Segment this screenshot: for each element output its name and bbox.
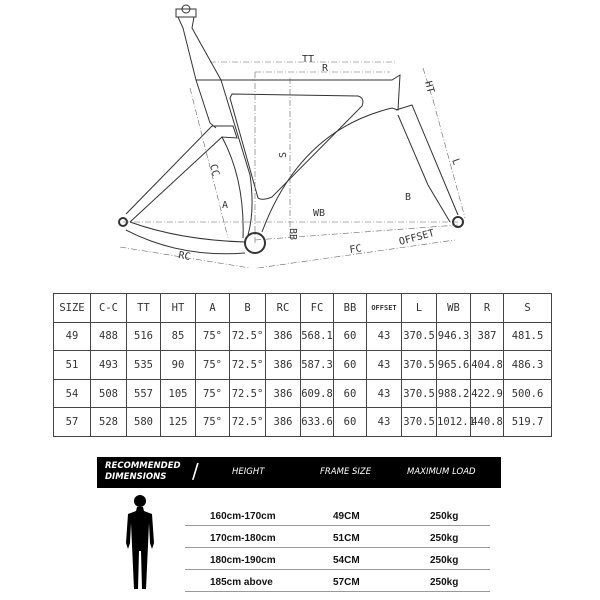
- table-cell: 486.3: [504, 351, 552, 380]
- seatpost-clamp: [176, 5, 221, 80]
- table-header-cell: S: [504, 294, 552, 323]
- recommended-frame: 57CM: [333, 577, 360, 588]
- label-tt: TT: [302, 54, 315, 65]
- table-cell: 43: [367, 351, 402, 380]
- label-a: A: [222, 200, 229, 211]
- recommended-height: 180cm-190cm: [210, 555, 276, 566]
- label-s: S: [278, 151, 289, 158]
- header-frame-size: FRAME SIZE: [320, 467, 372, 477]
- recommended-frame: 49CM: [333, 511, 360, 522]
- table-cell: 440.8: [471, 408, 504, 437]
- table-cell: 587.3: [301, 351, 334, 380]
- label-fc: FC: [348, 243, 363, 256]
- banner-title-line1: RECOMMENDED: [105, 461, 181, 471]
- table-cell: 60: [334, 379, 367, 408]
- person-silhouette-icon: [120, 493, 160, 593]
- table-cell: 1012.1: [437, 408, 471, 437]
- table-cell: 387: [471, 322, 504, 351]
- label-offset: OFFSET: [397, 227, 436, 248]
- table-cell: 72.5°: [230, 408, 266, 437]
- frame-cutout: [230, 94, 363, 199]
- label-cc: CC: [207, 162, 221, 178]
- label-l: L: [449, 157, 462, 167]
- geometry-table: [53, 293, 552, 437]
- table-cell: 370.5: [402, 379, 437, 408]
- table-cell: 568.1: [301, 322, 334, 351]
- recommended-row: [185, 547, 490, 570]
- table-cell: 75°: [196, 408, 230, 437]
- table-cell: 60: [334, 322, 367, 351]
- recommended-row: [185, 525, 490, 548]
- table-header-cell: L: [402, 294, 437, 323]
- table-row: [54, 379, 552, 408]
- table-header-cell: A: [196, 294, 230, 323]
- table-header-row: [54, 294, 552, 323]
- recommended-row: [185, 503, 490, 526]
- table-cell: 125: [161, 408, 196, 437]
- label-r: R: [322, 63, 329, 74]
- table-header-cell: C-C: [91, 294, 127, 323]
- header-maximum-load: MAXIMUM LOAD: [407, 467, 476, 477]
- table-row: [54, 351, 552, 380]
- table-cell: 493: [91, 351, 127, 380]
- table-cell: 386: [266, 322, 301, 351]
- table-cell: 386: [266, 379, 301, 408]
- table-cell: 57: [54, 408, 91, 437]
- recommended-frame: 54CM: [333, 555, 360, 566]
- table-header-cell: OFFSET: [367, 294, 402, 323]
- table-cell: 75°: [196, 322, 230, 351]
- table-header-cell: B: [230, 294, 266, 323]
- table-cell: 51: [54, 351, 91, 380]
- table-cell: 75°: [196, 379, 230, 408]
- table-cell: 370.5: [402, 351, 437, 380]
- table-cell: 105: [161, 379, 196, 408]
- table-cell: 557: [127, 379, 161, 408]
- label-b: B: [405, 192, 412, 203]
- table-cell: 519.7: [504, 408, 552, 437]
- table-cell: 90: [161, 351, 196, 380]
- table-cell: 965.6: [437, 351, 471, 380]
- table-row: [54, 322, 552, 351]
- table-cell: 481.5: [504, 322, 552, 351]
- table-cell: 404.8: [471, 351, 504, 380]
- table-cell: 43: [367, 379, 402, 408]
- banner-slash: /: [192, 459, 199, 483]
- table-cell: 946.3: [437, 322, 471, 351]
- table-cell: 60: [334, 351, 367, 380]
- recommended-row: [185, 569, 490, 592]
- recommended-height: 160cm-170cm: [210, 511, 276, 522]
- table-header-cell: BB: [334, 294, 367, 323]
- fork: [396, 105, 458, 222]
- table-cell: 535: [127, 351, 161, 380]
- table-cell: 49: [54, 322, 91, 351]
- label-bb: BB: [287, 228, 298, 241]
- table-cell: 386: [266, 351, 301, 380]
- table-cell: 75°: [196, 351, 230, 380]
- table-header-cell: R: [471, 294, 504, 323]
- recommended-height: 185cm above: [210, 577, 273, 588]
- table-cell: 528: [91, 408, 127, 437]
- table-cell: 422.9: [471, 379, 504, 408]
- table-cell: 386: [266, 408, 301, 437]
- recommended-load: 250kg: [430, 555, 459, 566]
- banner-title-line2: DIMENSIONS: [105, 472, 167, 482]
- seat-stays: [126, 126, 243, 238]
- bike-frame-diagram: [0, 0, 600, 285]
- table-header-cell: SIZE: [54, 294, 91, 323]
- table-cell: 72.5°: [230, 379, 266, 408]
- recommended-load: 250kg: [430, 533, 459, 544]
- table-header-cell: HT: [161, 294, 196, 323]
- label-ht: HT: [422, 79, 436, 95]
- table-cell: 508: [91, 379, 127, 408]
- recommended-frame: 51CM: [333, 533, 360, 544]
- table-cell: 72.5°: [230, 351, 266, 380]
- header-height: HEIGHT: [232, 467, 265, 477]
- table-cell: 60: [334, 408, 367, 437]
- table-cell: 580: [127, 408, 161, 437]
- chainstay: [126, 222, 245, 254]
- table-cell: 370.5: [402, 408, 437, 437]
- table-header-cell: WB: [437, 294, 471, 323]
- recommended-dimensions-banner: [97, 457, 501, 488]
- banner-title: [105, 461, 181, 483]
- recommended-load: 250kg: [430, 577, 459, 588]
- table-cell: 488: [91, 322, 127, 351]
- table-cell: 516: [127, 322, 161, 351]
- table-cell: 72.5°: [230, 322, 266, 351]
- table-cell: 43: [367, 408, 402, 437]
- table-cell: 500.6: [504, 379, 552, 408]
- table-header-cell: RC: [266, 294, 301, 323]
- table-header-cell: FC: [301, 294, 334, 323]
- table-cell: 988.2: [437, 379, 471, 408]
- table-cell: 43: [367, 322, 402, 351]
- table-row: [54, 408, 552, 437]
- table-cell: 633.6: [301, 408, 334, 437]
- recommended-height: 170cm-180cm: [210, 533, 276, 544]
- table-cell: 85: [161, 322, 196, 351]
- table-cell: 54: [54, 379, 91, 408]
- dimension-labels: [177, 54, 461, 263]
- table-cell: 370.5: [402, 322, 437, 351]
- table-cell: 609.8: [301, 379, 334, 408]
- recommended-load: 250kg: [430, 511, 459, 522]
- label-rc: RC: [177, 250, 192, 264]
- table-header-cell: TT: [127, 294, 161, 323]
- label-wb: WB: [313, 208, 326, 219]
